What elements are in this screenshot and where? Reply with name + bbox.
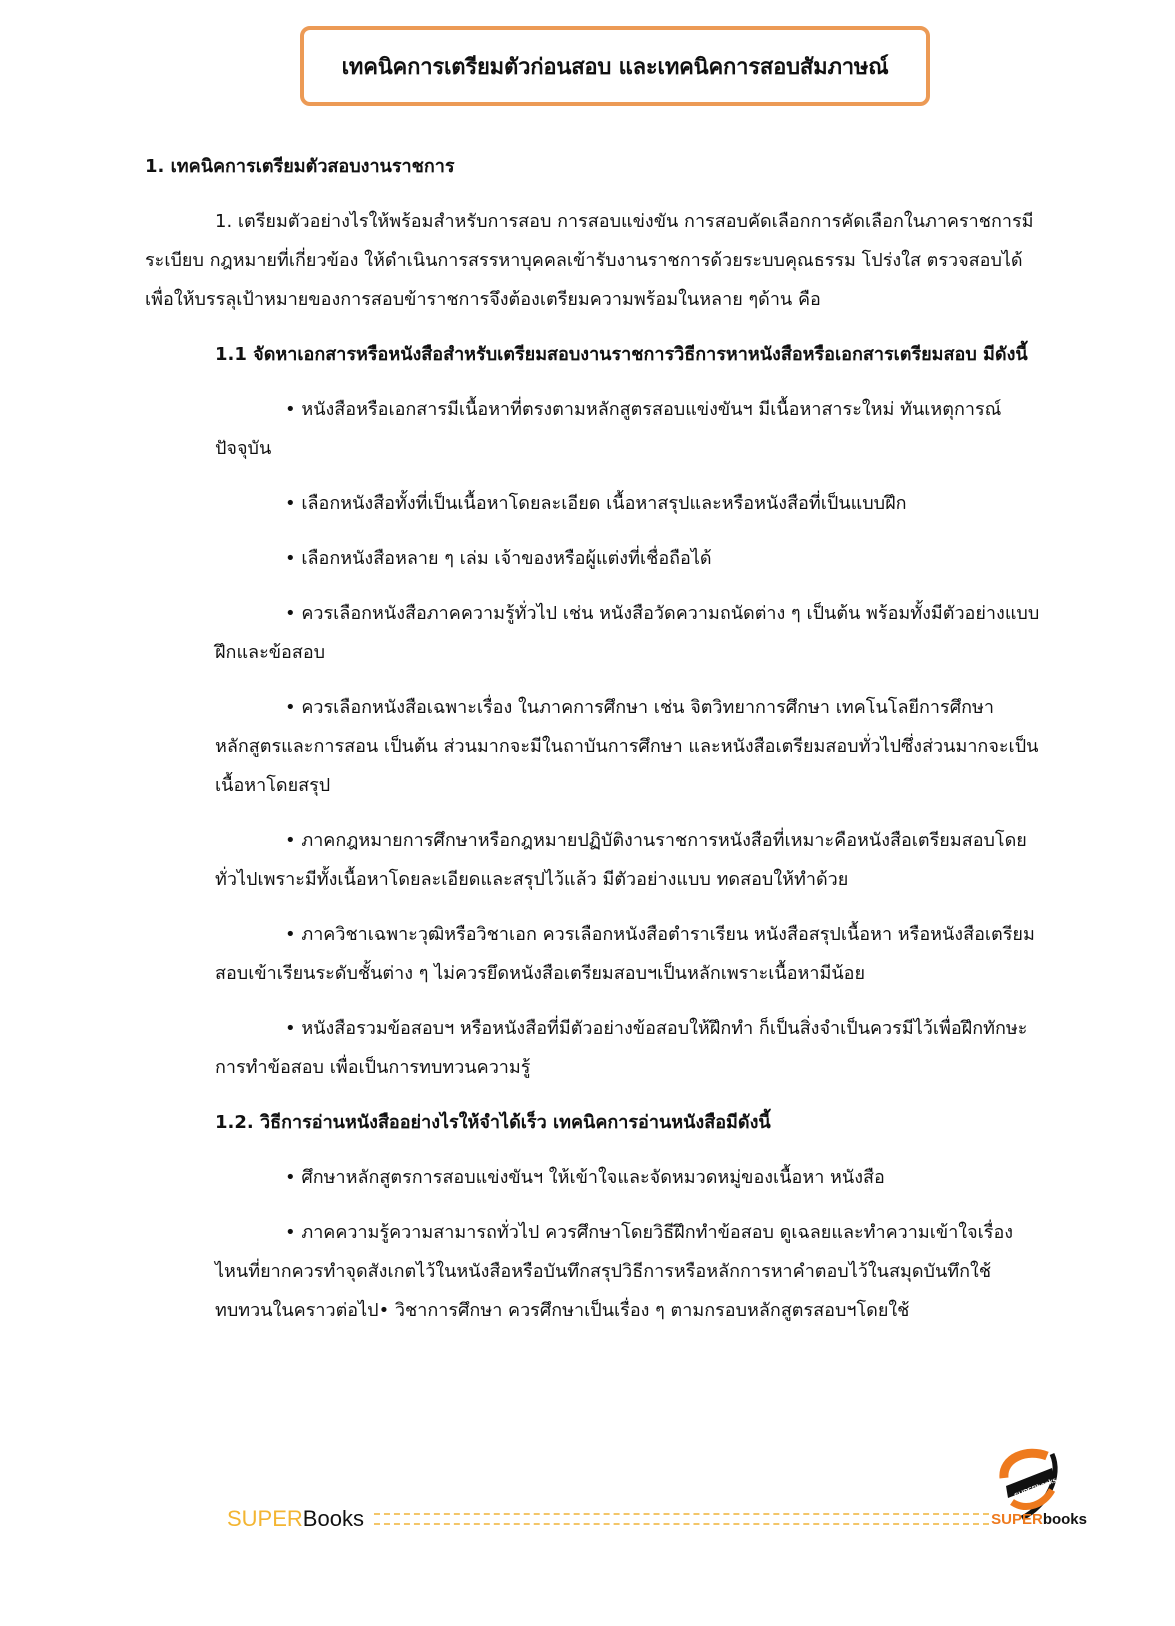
list-item: • ภาควิชาเฉพาะวุฒิหรือวิชาเอก ควรเลือกหนังสือตำราเรียน หนังสือสรุปเนื้อหา หรือหนังสือเตรียมสอบเข้าเรียนระดับชั้นต่าง ๆ ไม่ควรยึดหนังสือเตรียมสอบฯเป็นหลักเพราะเนื้อหามีน้อย — [215, 924, 1035, 984]
footer-logo-super: SUPER — [991, 1510, 1043, 1528]
page-title: เทคนิคการเตรียมตัวก่อนสอบ และเทคนิคการสอบสัมภาษณ์ — [341, 54, 889, 80]
list-item: • ควรเลือกหนังสือภาคความรู้ทั่วไป เช่น หนังสือวัดความถนัดต่าง ๆ เป็นต้น พร้อมทั้งมีตัวอย่างแบบฝึกและข้อสอบ — [215, 603, 1040, 663]
footer-brand-books: Books — [302, 1506, 364, 1531]
footer-logo-books: books — [1042, 1510, 1087, 1528]
intro-paragraph: 1. เตรียมตัวอย่างไรให้พร้อมสำหรับการสอบ การสอบแข่งขัน การสอบคัดเลือกการคัดเลือกในภาคราชการมีระเบียบ กฎหมายที่เกี่ยวข้อง ให้ดำเนินการสรรหาบุคคลเข้ารับงานราชการด้วยระบบคุณธรรม โปร่งใส ตรวจสอบได้ เพื่อให้บรรลุเป้าหมายของการสอบข้าราชการจึงต้องเตรียมความพร้อมในหลาย ๆด้าน คือ — [145, 211, 1034, 310]
list-item: • เลือกหนังสือหลาย ๆ เล่ม เจ้าของหรือผู้แต่งที่เชื่อถือได้ — [285, 548, 712, 569]
list-item: • หนังสือหรือเอกสารมีเนื้อหาที่ตรงตามหลักสูตรสอบแข่งขันฯ มีเนื้อหาสาระใหม่ ทันเหตุการณ์ปัจจุบัน — [215, 399, 1002, 459]
section-heading: 1. เทคนิคการเตรียมตัวสอบงานราชการ — [145, 156, 455, 177]
footer-divider — [374, 1513, 989, 1525]
svg-text:SUPERbooks: SUPERbooks — [1013, 1476, 1058, 1501]
page-footer — [227, 1502, 1087, 1536]
footer-brand-super: SUPER — [227, 1506, 303, 1531]
subsection-heading-1-1: 1.1 จัดหาเอกสารหรือหนังสือสำหรับเตรียมสอบงานราชการวิธีการหาหนังสือหรือเอกสารเตรียมสอบ มีดังนี้ — [215, 344, 1028, 365]
list-item: • ภาคกฎหมายการศึกษาหรือกฎหมายปฏิบัติงานราชการหนังสือที่เหมาะคือหนังสือเตรียมสอบโดยทั่วไปเพราะมีทั้งเนื้อหาโดยละเอียดและสรุปไว้แล้ว มีตัวอย่างแบบ ทดสอบให้ทำด้วย — [215, 830, 1027, 890]
list-item: • ศึกษาหลักสูตรการสอบแข่งขันฯ ให้เข้าใจและจัดหมวดหมู่ของเนื้อหา หนังสือ — [285, 1167, 885, 1188]
title-box — [300, 26, 930, 106]
list-item: • หนังสือรวมข้อสอบฯ หรือหนังสือที่มีตัวอย่างข้อสอบให้ฝึกทำ ก็เป็นสิ่งจำเป็นควรมีไว้เพื่อฝึกทักษะการทำข้อสอบ เพื่อเป็นการทบทวนความรู้ — [215, 1018, 1028, 1078]
list-item: • ภาคความรู้ความสามารถทั่วไป ควรศึกษาโดยวิธีฝึกทำข้อสอบ ดูเฉลยและทำความเข้าใจเรื่องไหนที่ยากควรทำจุดสังเกตไว้ในหนังสือหรือบันทึกสรุปวิธีการหรือหลักการหาคำตอบไว้ในสมุดบันทึกใช้ทบทวนในคราวต่อไป• วิชาการศึกษา ควรศึกษาเป็นเรื่อง ๆ ตามกรอบหลักสูตรสอบฯโดยใช้ — [215, 1222, 1014, 1321]
list-item: • ควรเลือกหนังสือเฉพาะเรื่อง ในภาคการศึกษา เช่น จิตวิทยาการศึกษา เทคโนโลยีการศึกษาหลักสูตรและการสอน เป็นต้น ส่วนมากจะมีในถาบันการศึกษา และหนังสือเตรียมสอบทั่วไปซึ่งส่วนมากจะเป็นเนื้อหาโดยสรุป — [215, 697, 1039, 796]
list-item: • เลือกหนังสือทั้งที่เป็นเนื้อหาโดยละเอียด เนื้อหาสรุปและหรือหนังสือที่เป็นแบบฝึก — [285, 493, 907, 514]
document-body — [145, 148, 1045, 1346]
subsection-heading-1-2: 1.2. วิธีการอ่านหนังสืออย่างไรให้จำได้เร็ว เทคนิคการอ่านหนังสือมีดังนี้ — [215, 1112, 771, 1133]
